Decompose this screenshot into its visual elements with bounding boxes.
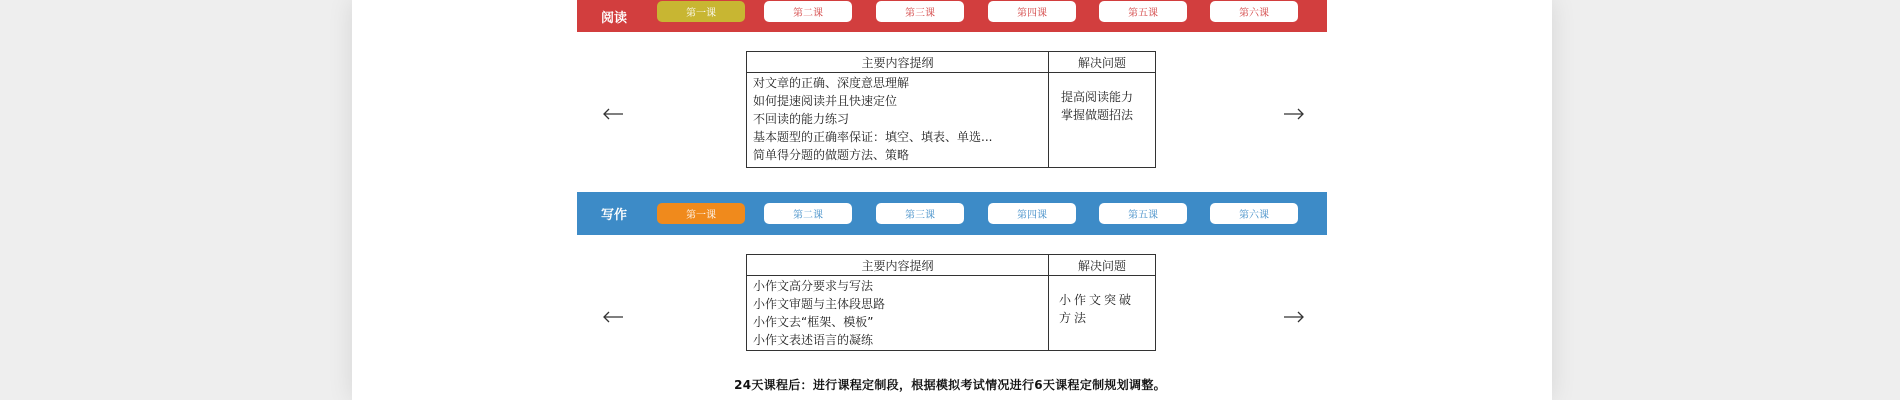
header-main-content: 主要内容提纲: [747, 52, 1049, 72]
reading-tab-6[interactable]: 第六课: [1210, 1, 1298, 22]
outline-item: 小作文审题与主体段思路: [753, 297, 886, 311]
writing-prev-arrow-icon[interactable]: [602, 310, 624, 324]
reading-course-bar: [577, 0, 1327, 32]
writing-tab-1[interactable]: 第一课: [657, 203, 745, 224]
reading-tab-2[interactable]: 第二课: [764, 1, 852, 22]
table-header-row: [747, 52, 1155, 73]
outline-item: 小作文去“框架、模板”: [753, 315, 874, 329]
reading-section-title: 阅读: [601, 10, 628, 26]
reading-tab-3[interactable]: 第三课: [876, 1, 964, 22]
writing-tab-3[interactable]: 第三课: [876, 203, 964, 224]
problems-solved-cell: 小作文突破方法: [1059, 293, 1135, 325]
writing-tab-5[interactable]: 第五课: [1099, 203, 1187, 224]
reading-tab-4[interactable]: 第四课: [988, 1, 1076, 22]
outline-item: 小作文表述语言的凝练: [753, 333, 874, 347]
reading-tab-5[interactable]: 第五课: [1099, 1, 1187, 22]
table-body-row: [747, 276, 1155, 351]
outline-item: 不回读的能力练习: [753, 112, 850, 126]
problems-solved-cell: [1049, 73, 1155, 168]
writing-outline-table: [746, 254, 1156, 351]
writing-next-arrow-icon[interactable]: [1283, 310, 1305, 324]
outline-list: [747, 276, 1049, 351]
outline-item: 小作文高分要求与写法: [753, 279, 874, 293]
solved-item: 掌握做题招法: [1061, 108, 1134, 122]
footer-note: 24天课程后：进行课程定制段，根据模拟考试情况进行6天课程定制规划调整。: [734, 378, 1166, 392]
outline-item: 对文章的正确、深度意思理解: [753, 76, 910, 90]
solved-item: 提高阅读能力: [1061, 90, 1134, 104]
writing-section-title: 写作: [601, 208, 628, 223]
reading-outline-table: [746, 51, 1156, 168]
header-main-content: 主要内容提纲: [747, 255, 1049, 275]
outline-item: 简单得分题的做题方法、策略: [753, 148, 910, 162]
writing-tab-4[interactable]: 第四课: [988, 203, 1076, 224]
writing-tab-2[interactable]: 第二课: [764, 203, 852, 224]
table-body-row: [747, 73, 1155, 168]
outline-item: 基本题型的正确率保证：填空、填表、单选...: [753, 130, 993, 144]
writing-course-bar: [577, 192, 1327, 235]
writing-tab-6[interactable]: 第六课: [1210, 203, 1298, 224]
table-header-row: [747, 255, 1155, 276]
outline-item: 如何提速阅读并且快速定位: [753, 94, 898, 108]
header-problems-solved: 解决问题: [1077, 55, 1126, 70]
reading-prev-arrow-icon[interactable]: [602, 107, 624, 121]
reading-tab-1[interactable]: 第一课: [657, 1, 745, 22]
reading-next-arrow-icon[interactable]: [1283, 107, 1305, 121]
header-problems-solved: 解决问题: [1077, 258, 1126, 273]
outline-list: [747, 73, 1049, 168]
